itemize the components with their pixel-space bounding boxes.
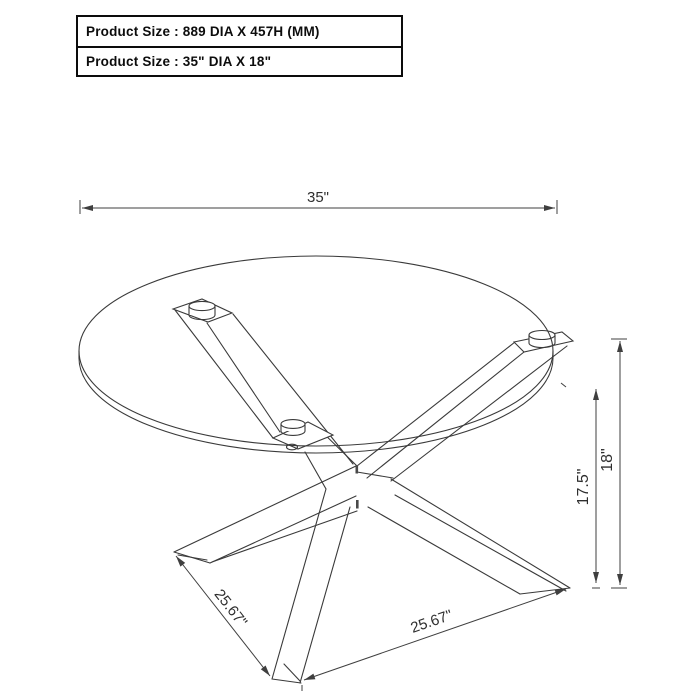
arrowhead [304,674,315,680]
pad-cylinder-top [281,420,305,429]
base-beams [174,310,570,683]
arrowhead [176,556,185,567]
extension-tick [561,383,566,387]
dimension-line [304,589,566,680]
pad-cylinder-top [189,301,215,310]
leg-edge [210,496,356,563]
product-size-box [76,15,403,77]
dimension-diameter [80,189,557,214]
underglass-height-label: 17.5" [575,468,592,506]
total-height-label: 18" [599,448,616,472]
hub-nub [356,500,359,509]
product-size-row-metric [78,17,401,46]
beam-edge [367,352,524,478]
arrowhead [82,205,93,211]
dimension-underglass-height [561,383,600,588]
arrowhead [617,574,623,585]
dimension-left-leg [176,556,270,676]
right-leg-span-label: 25.67" [408,606,455,637]
beam-edge [207,323,280,432]
left-leg-span-label: 25.67" [210,586,251,631]
arrowhead [555,589,566,595]
dimension-right-leg [302,589,566,691]
dimension-line [176,556,270,676]
beam-edge [391,346,567,481]
arrowhead [617,341,623,352]
hub-edge [357,472,393,478]
arrowhead [261,666,270,677]
front-foot-underside [272,679,301,683]
arrowhead [593,572,599,583]
leg-edge [212,511,357,562]
left-foot-chamfer [178,555,207,560]
leg-edge [368,507,520,594]
diameter-label: 35" [306,189,330,206]
product-size-row-imperial [78,46,401,75]
product-size-metric-label: Product Size : 889 DIA X 457H (MM) [86,24,320,39]
front-leg-right-edge [300,507,350,683]
leg-edge [395,495,566,591]
hub-nub [356,466,359,474]
product-size-imperial-label: Product Size : 35" DIA X 18" [86,54,272,69]
dimension-total-height [599,339,627,588]
glass-support-pads [173,299,573,450]
beam-edge [175,310,273,438]
front-leg-left-edge [272,452,326,679]
arrowhead [593,389,599,400]
arrowhead [544,205,555,211]
front-foot-chamfer [284,664,300,681]
glass-top [79,256,553,453]
